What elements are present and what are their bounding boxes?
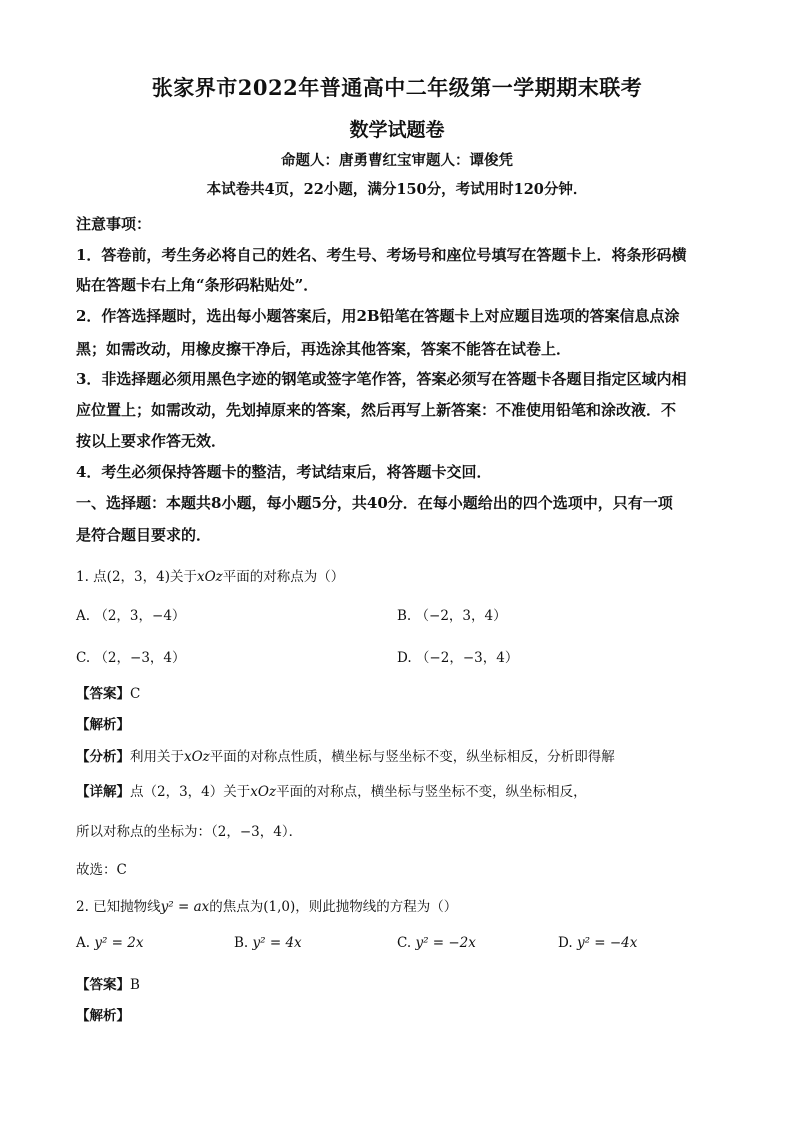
question-2-option-b bbox=[234, 935, 302, 951]
notice-item-3-line-2: 应位置上；如需改动，先划掉原来的答案，然后再写上新答案：不准使用铅笔和涂改液．不 bbox=[76, 401, 677, 419]
question-1-about: 关于 bbox=[169, 569, 197, 585]
xiangjie-label: 【详解】 bbox=[76, 784, 130, 800]
notice-item-4: 4．考生必须保持答题卡的整洁，考试结束后，将答题卡交回． bbox=[76, 463, 492, 481]
question-2-equation: y² = ax bbox=[160, 899, 210, 915]
question-2-focus: (1,0) bbox=[263, 899, 296, 915]
xiangjie-plane: xOz bbox=[250, 784, 277, 800]
question-1-option-d: D. （−2，−3，4） bbox=[397, 650, 519, 666]
question-2-option-d bbox=[558, 935, 637, 951]
option-d-equation: y² = −4x bbox=[576, 935, 638, 951]
question-1-point: (2，3，4) bbox=[106, 569, 170, 585]
exam-info: 本试卷共4页，22小题，满分150分，考试用时120分钟． bbox=[206, 181, 588, 198]
answer-label: 【答案】 bbox=[76, 977, 130, 993]
question-1-choice: 故选：C bbox=[76, 862, 127, 878]
option-a-label: A. bbox=[76, 935, 95, 951]
option-b-equation: y² = 4x bbox=[252, 935, 302, 951]
question-1-result: 所以对称点的坐标为：（2，−3，4）． bbox=[76, 824, 303, 840]
question-2-option-a bbox=[76, 935, 143, 951]
exam-authors: 命题人：唐勇曹红宝审题人：谭俊凭 bbox=[281, 152, 513, 169]
option-d-label: D. bbox=[558, 935, 577, 951]
fenxi-label: 【分析】 bbox=[76, 749, 130, 765]
question-1-suffix: 平面的对称点为（） bbox=[222, 569, 345, 585]
question-1-answer bbox=[76, 682, 734, 702]
question-1-plane: xOz bbox=[196, 569, 223, 585]
question-2-answer bbox=[76, 973, 734, 993]
question-2-text-c: ，则此抛物线的方程为（） bbox=[295, 899, 458, 915]
question-1-fenxi bbox=[76, 745, 734, 765]
notice-item-2-line-1: 2．作答选择题时，选出每小题答案后，用2B铅笔在答题卡上对应题目选项的答案信息点涂 bbox=[76, 307, 680, 325]
exam-title: 张家界市2022年普通高中二年级第一学期期末联考 bbox=[151, 75, 643, 100]
option-c-label: C. bbox=[397, 935, 416, 951]
fenxi-text-a: 利用关于 bbox=[130, 749, 184, 765]
question-2-option-c bbox=[397, 935, 476, 951]
notice-item-3-line-1: 3．非选择题必须用黑色字迹的钢笔或签字笔作答，答案必须写在答题卡各题目指定区域内相 bbox=[76, 370, 687, 388]
notice-item-1-line-1: 1．答卷前，考生务必将自己的姓名、考生号、考场号和座位号填写在答题卡上．将条形码横 bbox=[76, 246, 687, 264]
notice-item-2-line-2: 黑；如需改动，用橡皮擦干净后，再选涂其他答案，答案不能答在试卷上． bbox=[76, 340, 572, 358]
question-2-stem bbox=[76, 895, 734, 915]
xiangjie-text-a: 点（2，3，4）关于 bbox=[130, 784, 251, 800]
answer-label: 【答案】 bbox=[76, 686, 130, 702]
xiangjie-text-b: 平面的对称点，横坐标与竖坐标不变，纵坐标相反， bbox=[276, 784, 587, 800]
question-2-analysis-label: 【解析】 bbox=[76, 1008, 130, 1024]
fenxi-plane: xOz bbox=[184, 749, 210, 765]
question-2-text-a: 2. 已知抛物线 bbox=[76, 899, 161, 915]
section-1-line-1: 一、选择题：本题共8小题，每小题5分，共40分．在每小题给出的四个选项中，只有一项 bbox=[76, 494, 673, 512]
question-1-prefix: 1. 点 bbox=[76, 569, 107, 585]
answer-value: C bbox=[130, 686, 141, 702]
answer-value: B bbox=[130, 977, 140, 993]
notice-heading: 注意事项： bbox=[76, 215, 152, 233]
notice-item-3-line-3: 按以上要求作答无效． bbox=[76, 432, 227, 450]
fenxi-text-b: 平面的对称点性质，横坐标与竖坐标不变，纵坐标相反，分析即得解 bbox=[209, 749, 615, 765]
question-1-xiangjie bbox=[76, 780, 734, 800]
notice-item-1-line-2: 贴在答题卡右上角“条形码粘贴处”． bbox=[76, 276, 319, 294]
question-1-stem bbox=[76, 565, 734, 585]
option-c-equation: y² = −2x bbox=[415, 935, 476, 951]
question-1-option-b: B. （−2，3，4） bbox=[397, 608, 507, 624]
option-b-label: B. bbox=[234, 935, 253, 951]
question-1-analysis-label: 【解析】 bbox=[76, 717, 130, 733]
question-1-option-c: C. （2，−3，4） bbox=[76, 650, 186, 666]
section-1-line-2: 是符合题目要求的． bbox=[76, 526, 212, 544]
question-2-text-b: 的焦点为 bbox=[209, 899, 264, 915]
option-a-equation: y² = 2x bbox=[94, 935, 144, 951]
exam-subtitle: 数学试题卷 bbox=[349, 119, 445, 141]
question-1-option-a: A. （2，3，−4） bbox=[76, 608, 186, 624]
